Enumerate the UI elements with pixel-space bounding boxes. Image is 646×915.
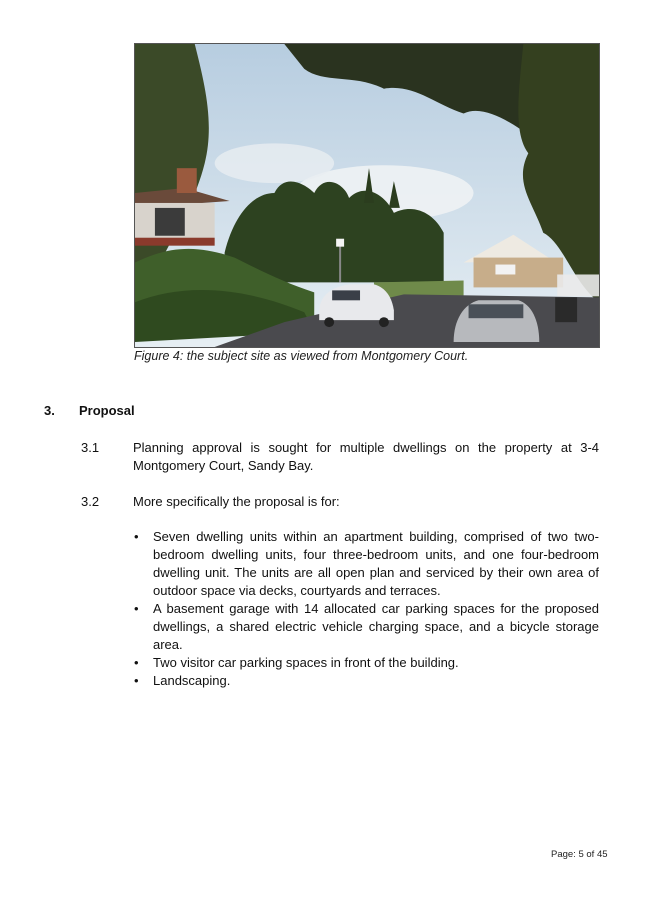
paragraph-number-3-1: 3.1 <box>81 440 100 455</box>
list-item <box>133 654 599 672</box>
section-number: 3. <box>44 403 55 418</box>
bullet-icon: • <box>134 673 139 688</box>
list-item-text: Two visitor car parking spaces in front of the building. <box>153 655 459 670</box>
bullet-icon: • <box>134 601 139 616</box>
list-item-text: Seven dwelling units within an apartment building, comprised of two two-bedroom dwelling units, four three-bedroom units, and one four-bedroom dwelling unit. The units are all open plan and serviced by their own area of outdoor space via decks, courtyards and terraces. <box>153 529 599 598</box>
list-item <box>133 672 599 690</box>
list-item <box>133 528 599 600</box>
paragraph-text-3-1: Planning approval is sought for multiple dwellings on the property at 3-4 Montgomery Court, Sandy Bay. <box>133 440 599 473</box>
list-item-text: Landscaping. <box>153 673 231 688</box>
figure-caption: Figure 4: the subject site as viewed from Montgomery Court. <box>134 349 469 363</box>
bullet-icon: • <box>134 529 139 544</box>
bullet-icon: • <box>134 655 139 670</box>
proposal-bullet-list <box>133 528 599 690</box>
paragraph-text-3-2: More specifically the proposal is for: <box>133 494 340 509</box>
site-photo <box>134 43 600 348</box>
section-title: Proposal <box>79 403 135 418</box>
page-number: Page: 5 of 45 <box>551 849 608 860</box>
list-item <box>133 600 599 654</box>
site-photo-illustration <box>135 44 599 347</box>
paragraph-number-3-2: 3.2 <box>81 494 100 509</box>
list-item-text: A basement garage with 14 allocated car parking spaces for the proposed dwellings, a shared electric vehicle charging space, and a bicycle storage area. <box>153 601 599 652</box>
